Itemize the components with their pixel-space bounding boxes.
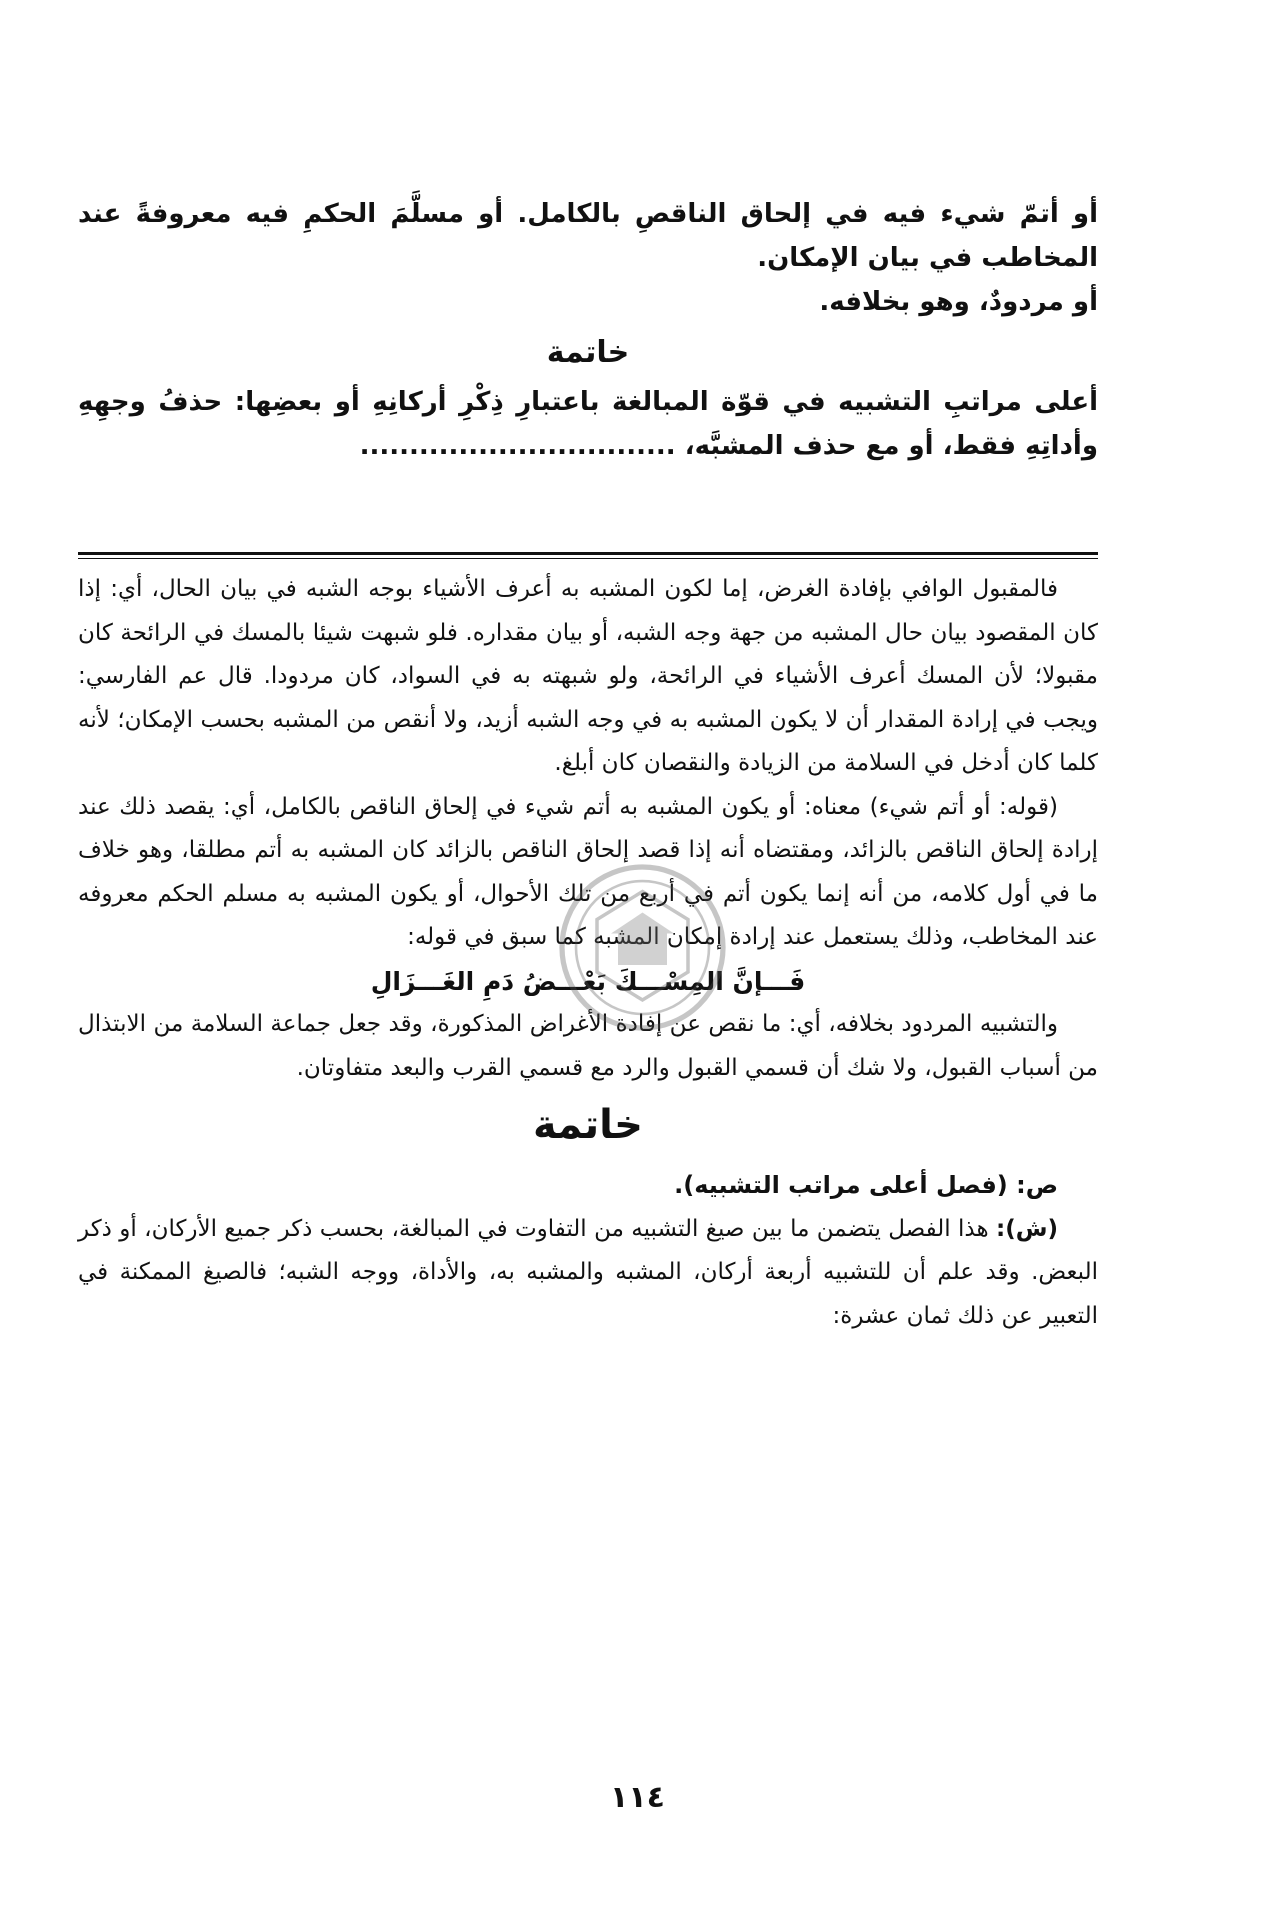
page-number: ١١٤ [610, 1780, 665, 1815]
matn-heading: خاتمة [546, 335, 630, 370]
shin-paragraph [78, 1208, 1098, 1339]
matn-line-3 [78, 380, 1098, 468]
matn-line-2: أو مردودٌ، وهو بخلافه. [819, 287, 1098, 317]
poetry-verse: فَـــإنَّ المِسْـــكَ بَعْـــضُ دَمِ الغَـــزَالِ [370, 966, 806, 996]
sharh-paragraph-2: (قوله: أو أتم شيء) معناه: أو يكون المشبه به أتم شيء في إلحاق الناقص بالكامل، أي: يقصد ذلك عند إرادة إلحاق الناقص بالزائد، ومقتضاه أنه إذا قصد إلحاق الناقص بالزائد كان المشبه به أتم مطلقا، وهو خلاف ما في أول كلامه، من أنه إنما يكون أتم في أربع من تلك الأحوال، أو يكون المشبه به مسلم الحكم معروفه عند المخاطب، وذلك يستعمل عند إرادة إمكان المشبه كما سبق في قوله: [78, 793, 1098, 950]
sharh-paragraph-3: والتشبيه المردود بخلافه، أي: ما نقص عن إفادة الأغراض المذكورة، وقد جعل جماعة السلامة من الابتذال من أسباب القبول، ولا شك أن قسمي القبول والرد مع قسمي القرب والبعد متفاوتان. [78, 1011, 1098, 1081]
shin-label: (ش): [996, 1215, 1058, 1242]
shin-text: هذا الفصل يتضمن ما بين صيغ التشبيه من التفاوت في المبالغة، بحسب ذكر جميع الأركان، أو ذكر البعض. وقد علم أن للتشبيه أربعة أركان، المشبه والمشبه به، والأداة، ووجه الشبه؛ فالصيغ الممكنة في التعبير عن ذلك ثمان عشرة: [78, 1215, 1098, 1329]
sharh-heading: خاتمة [533, 1102, 643, 1148]
section-divider [78, 552, 1098, 559]
library-seal-watermark-icon [555, 860, 730, 1035]
sharh-paragraph-1: فالمقبول الوافي بإفادة الغرض، إما لكون المشبه به أعرف الأشياء بوجه الشبه في بيان الحال، أي: إذا كان المقصود بيان حال المشبه من جهة وجه الشبه، أو بيان مقداره. فلو شبهت شيئا بالمسك في الرائحة كان مقبولا؛ لأن المسك أعرف الأشياء في الرائحة، ولو شبهته به في السواد، كان مردودا. قال عم الفارسي: ويجب في إرادة المقدار أن لا يكون المشبه به في وجه الشبه أزيد، ولا أنقص من المشبه بحسب الإمكان؛ لأنه كلما كان أدخل في السلامة من الزيادة والنقصان كان أبلغ. [78, 576, 1098, 776]
matn-line-1: أو أتمّ شيء فيه في إلحاق الناقصِ بالكامل. أو مسلَّمَ الحكمِ فيه معروفةً عند المخاطب في بيان الإمكان. [78, 199, 1098, 273]
matn-section [78, 192, 1098, 468]
matn-line-3-text: أعلى مراتبِ التشبيه في قوّة المبالغة باعتبارِ ذِكْرِ أركانِهِ أو بعضِها: حذفُ وجهِهِ وأداتِهِ فقط، أو مع حذف المشبَّه، [78, 387, 1098, 461]
matn-dots: ................................ [359, 431, 676, 461]
sad-line: ص: (فصل أعلى مراتب التشبيه). [674, 1171, 1058, 1199]
